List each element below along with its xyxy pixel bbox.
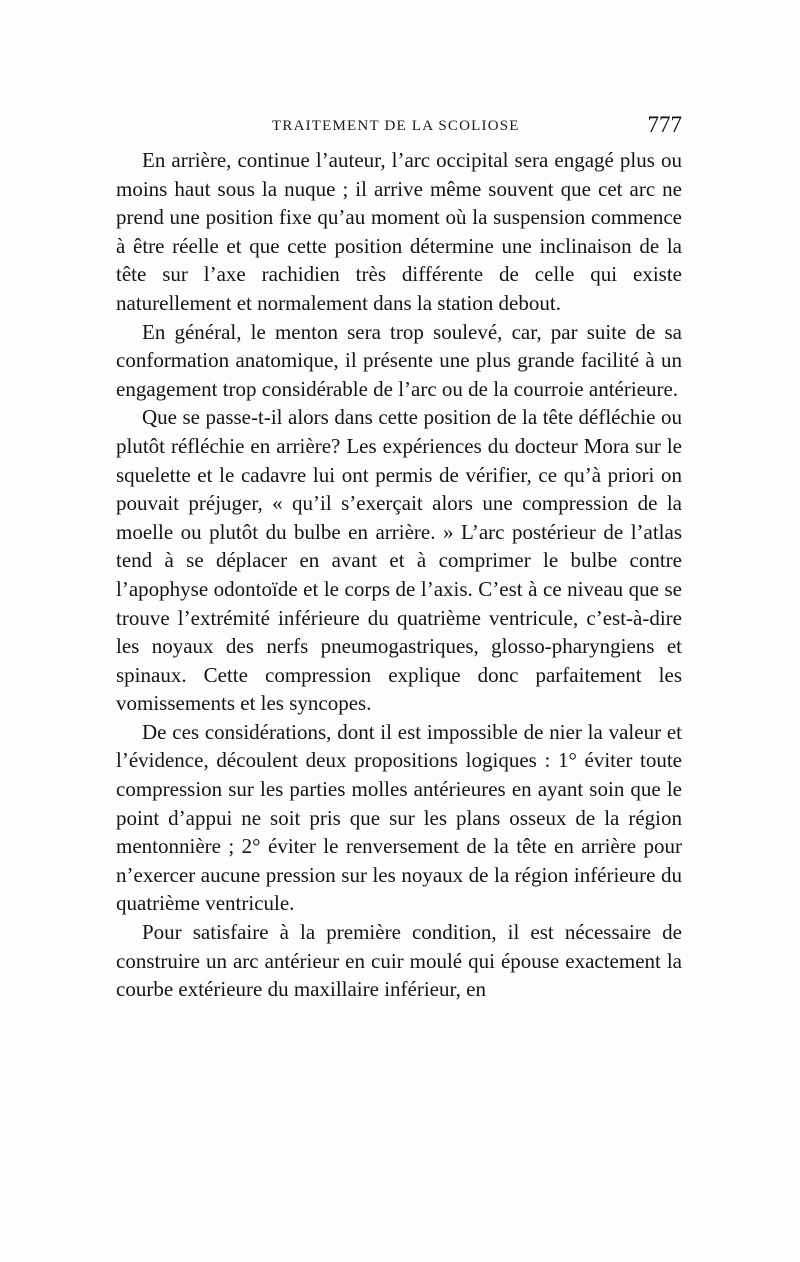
paragraph: Pour satisfaire à la première condition, il est nécessaire de construire un arc antérieur en cuir moulé qui épouse exactement la courbe extérieure du maxillaire inférieur, en (116, 920, 682, 1002)
paragraph: En arrière, continue l’auteur, l’arc occipital sera engagé plus ou moins haut sous la nuque ; il arrive même souvent que cet arc ne prend une position fixe qu’au moment où la suspension commence à être réelle et que cette position détermine une inclinaison de la tête sur l’axe rachidien très différente de celle qui existe naturellement et normalement dans la station debout. (116, 148, 682, 315)
page-number: 777 (647, 112, 682, 137)
paragraph: Que se passe-t-il alors dans cette position de la tête défléchie ou plutôt réfléchie en arrière? Les expériences du docteur Mora sur le squelette et le cadavre lui ont permis de vérifier, ce qu’à priori on pouvait préjuger, « qu’il s’exerçait alors une compression de la moelle ou plutôt du bulbe en arrière. » L’arc postérieur de l’atlas tend à se déplacer en avant et à comprimer le bulbe contre l’apophyse odontoïde et le corps de l’axis. C’est à ce niveau que se trouve l’extrémité inférieure du quatrième ventricule, c’est-à-dire les noyaux des nerfs pneumogastriques, glosso-pharyngiens et spinaux. Cette compression explique donc parfaitement les vomissements et les syncopes. (116, 405, 682, 716)
running-title: TRAITEMENT DE LA SCOLIOSE (272, 118, 520, 134)
paragraph: De ces considérations, dont il est impossible de nier la valeur et l’évidence, découlent deux propositions logiques : 1° éviter toute compression sur les parties molles antérieures en ayant soin que le point d’appui ne soit pris que sur les plans osseux de la région mentonnière ; 2° éviter le renversement de la tête en arrière pour n’exercer aucune pression sur les noyaux de la région inférieure du quatrième ventricule. (116, 719, 682, 916)
paragraph: En général, le menton sera trop soulevé, car, par suite de sa conformation anatomique, il présente une plus grande facilité à un engagement trop considérable de l’arc ou de la courroie antérieure. (116, 319, 682, 401)
body-text (116, 146, 682, 1004)
page-header (116, 112, 682, 142)
